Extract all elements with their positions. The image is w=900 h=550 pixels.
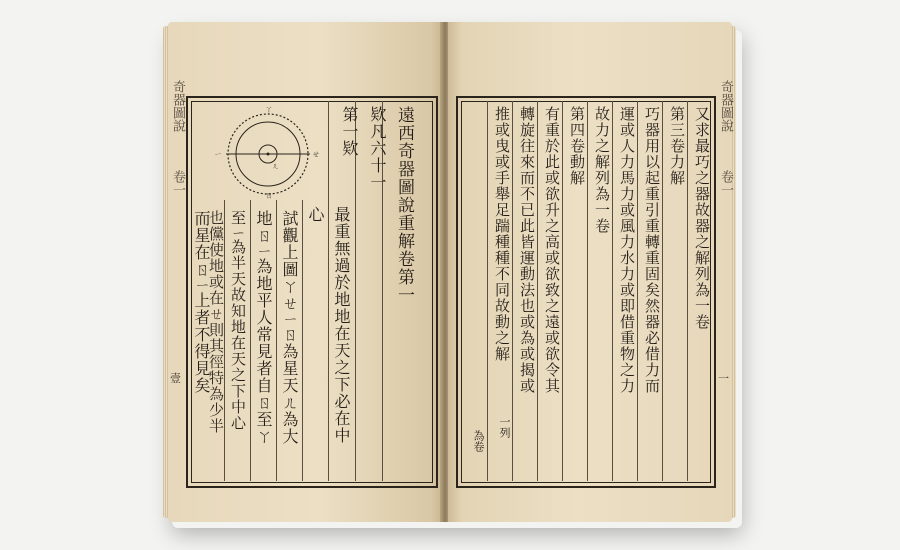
right-page-number: 一 [718,372,729,385]
right-col-text-9: 推或曳或手舉足踹種種不同故動之解 [493,106,511,362]
left-col-book-title: 遠西奇器圖說重解卷第一 [394,106,414,304]
right-col-small-note-1: 一列 [498,416,511,438]
celestial-sphere-diagram [212,104,324,200]
right-col-heading-3: 第三卷力解 [668,106,686,186]
right-spine-volume: 卷一 [718,170,733,196]
right-col-text-1: 又求最巧之器故器之解列為一卷 [693,106,711,330]
right-col-text-5: 故力之解列為一卷 [593,106,611,234]
left-col-text-1: 最重無過於地地在天之下必在中 [332,206,351,444]
right-col-text-3: 巧器用以起重引重轉重固矣然器必借力而 [643,106,661,394]
diagram-label-e: ㄝ [312,150,320,159]
earth-center [267,153,270,156]
left-col-text-3: 試觀上圖ㄚㄝㄧㄖ為星天ㄦ為大 [280,210,299,445]
left-col-text-4: 地ㄖㄧ為地平人常見者自ㄖ至ㄚ [254,210,273,445]
diagram-label-i: ㄧ [214,150,222,159]
right-col-small-note-2: 為卷 [472,430,485,452]
right-col-text-8: 轉旋往來而不已此皆運動法也或為或揭或 [518,106,536,394]
diagram-label-a: ㄚ [265,105,273,114]
left-col-heading: 第一欵 [340,106,359,157]
diagram-label-o: ㄖ [265,191,273,200]
left-col-text-7: 而星在ㄖㄧ上者不得見矣 [192,210,211,394]
left-page-number: 壹 [170,372,181,385]
right-spine-title: 奇器圖說 [718,80,733,132]
left-col-text-6: 也儻使地或在ㄝ則其徑特為少半 [207,210,225,434]
right-col-text-7: 有重於此或欲升之高或欲致之遠或欲令其 [543,106,561,394]
left-col-text-2: 心 [306,206,325,223]
left-col-text-5: 至ㄧ為半天故知地在天之下中心 [229,210,247,431]
left-col-section-count: 欵凡六十一 [368,106,387,191]
right-col-text-4: 運或人力馬力或風力水力或即借重物之力 [618,106,636,394]
right-col-heading-4: 第四卷動解 [568,106,586,186]
left-spine-volume: 卷一 [170,170,185,196]
diagram-label-earth: ㄦ [272,162,279,170]
left-spine-title: 奇器圖說 [170,80,185,132]
